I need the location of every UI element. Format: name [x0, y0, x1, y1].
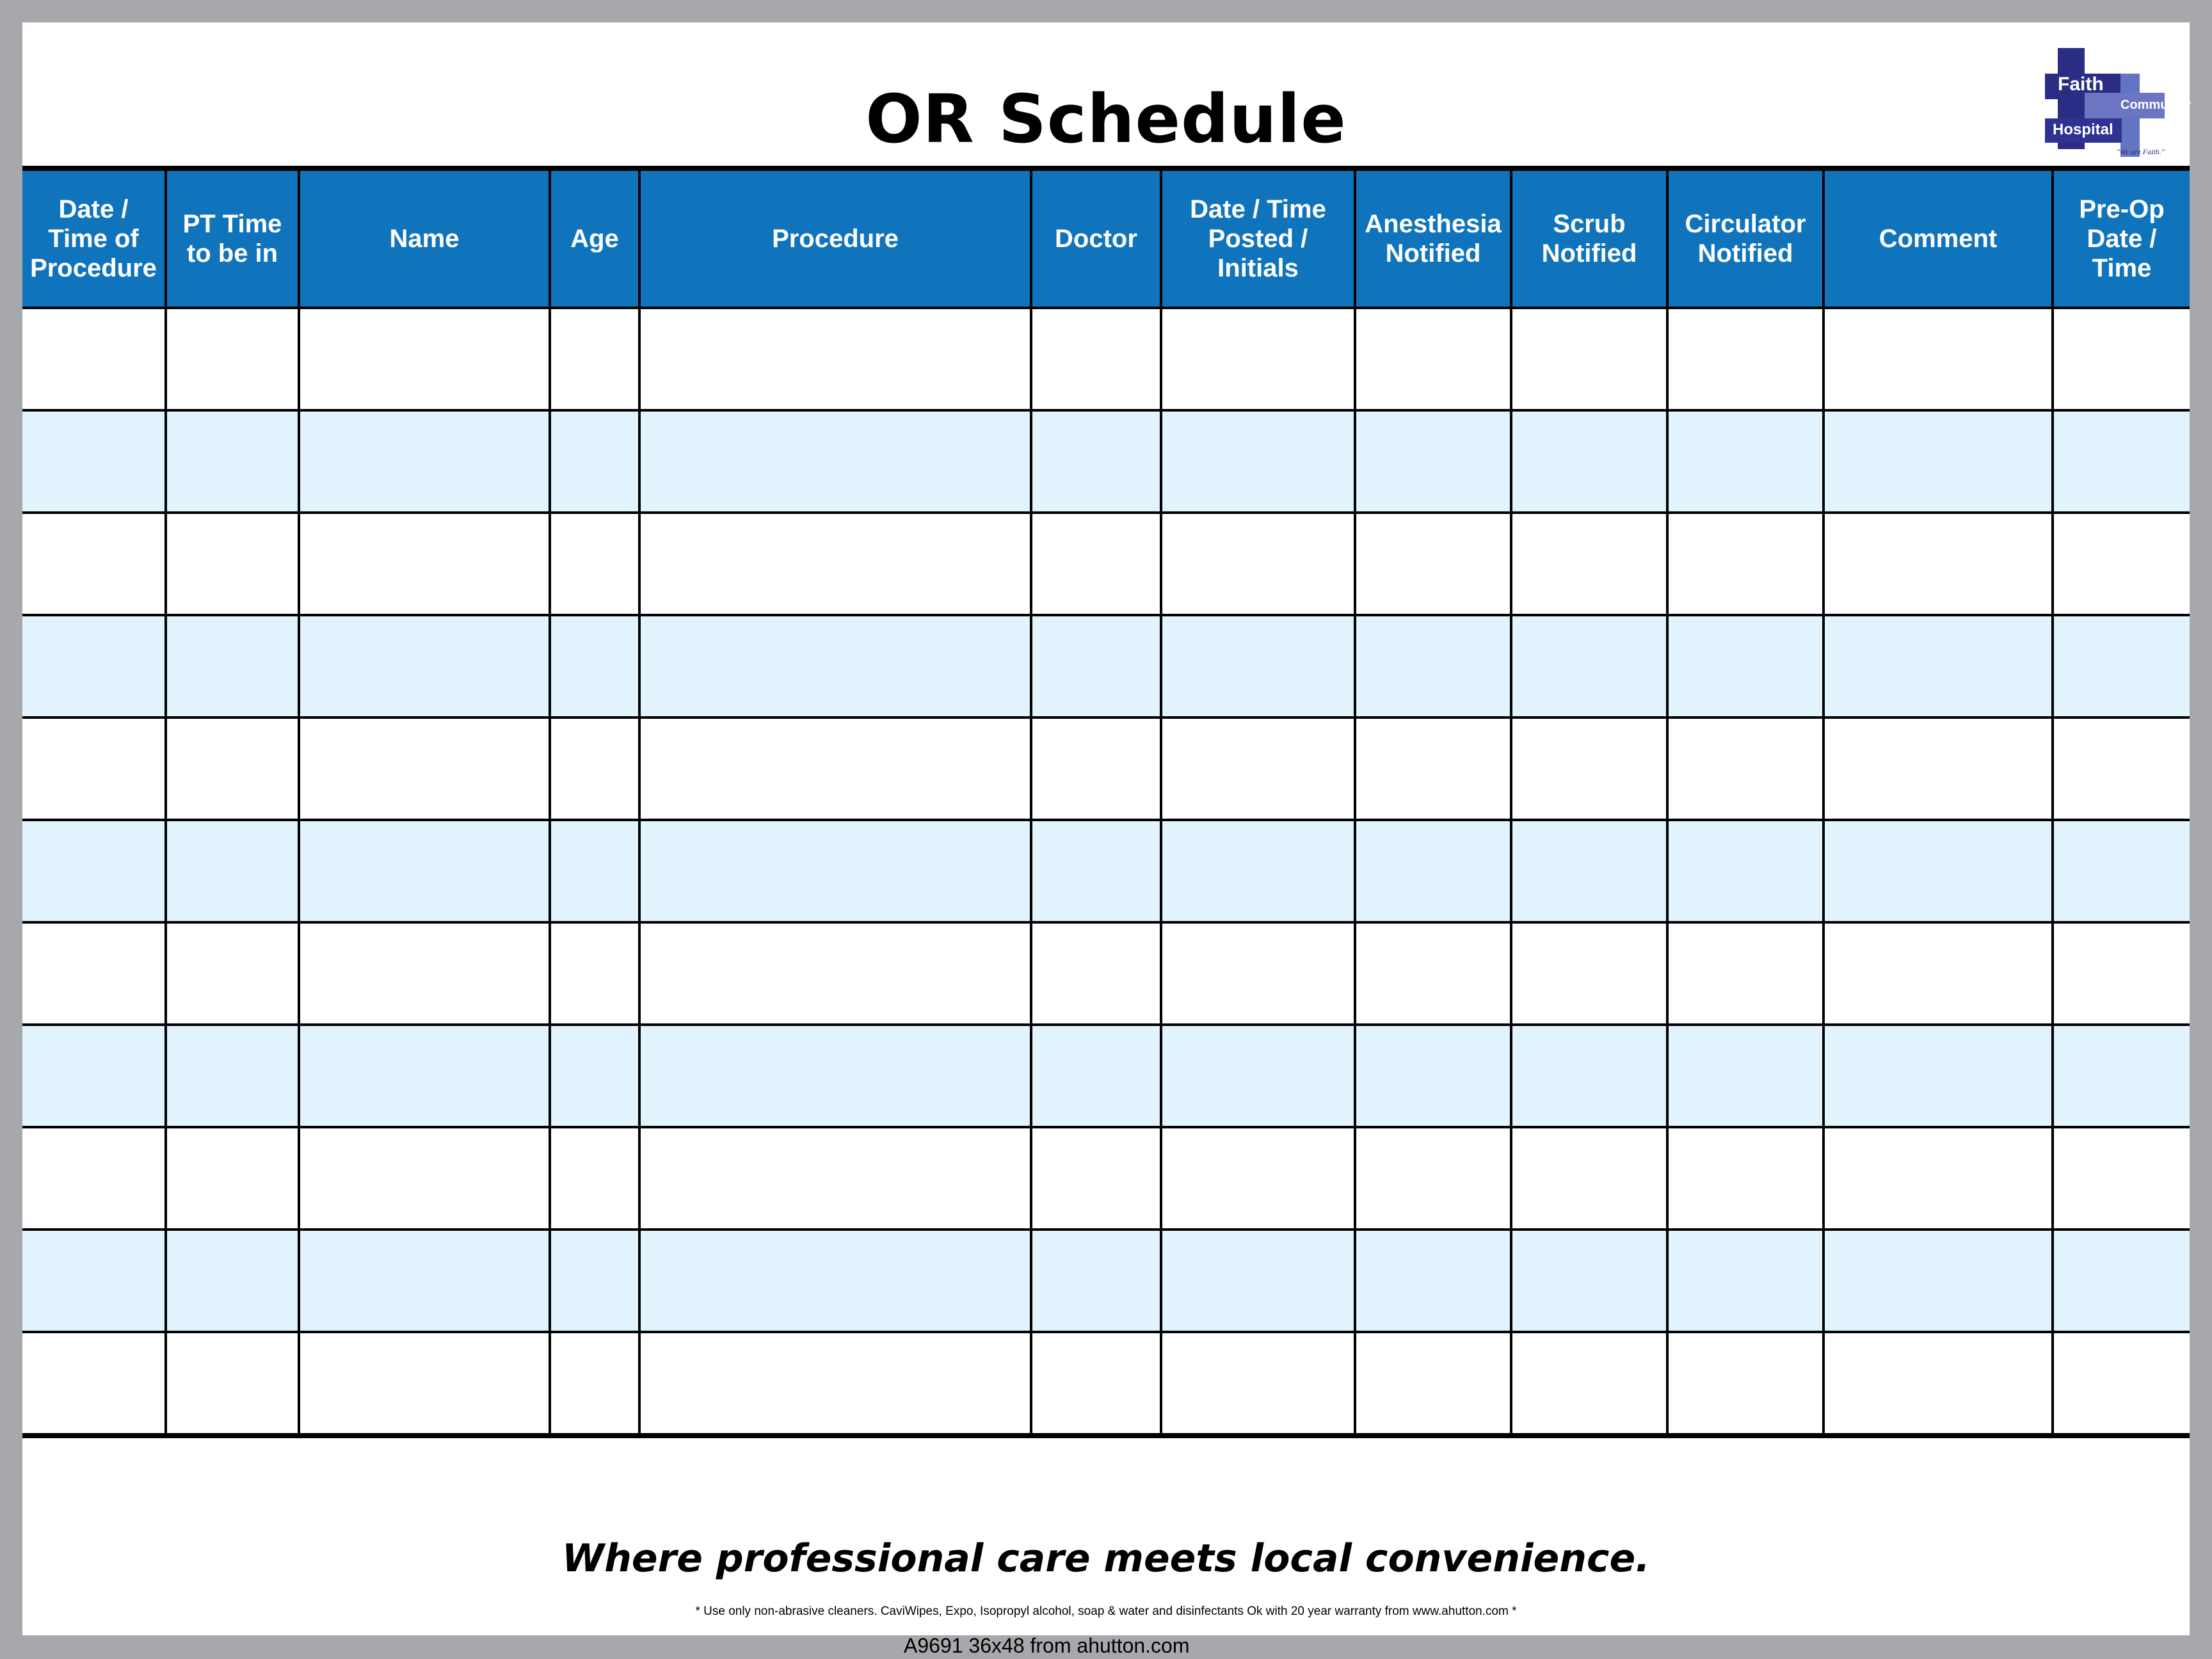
table-row [22, 1025, 2190, 1127]
table-cell[interactable] [299, 1127, 550, 1230]
table-cell[interactable] [550, 1332, 639, 1436]
table-cell[interactable] [22, 615, 166, 717]
table-cell[interactable] [639, 308, 1031, 410]
table-cell[interactable] [166, 410, 299, 513]
table-cell[interactable] [22, 308, 166, 410]
schedule-table [22, 166, 2190, 1438]
tagline: Where professional care meets local convenience. [562, 1536, 1650, 1581]
col-header-pre-op: Pre-Op Date / Time [2053, 168, 2190, 308]
table-cell[interactable] [299, 922, 550, 1025]
table-cell[interactable] [2053, 1332, 2190, 1436]
table-cell[interactable] [1161, 1332, 1355, 1436]
table-cell[interactable] [166, 1025, 299, 1127]
table-cell[interactable] [1161, 717, 1355, 820]
table-cell[interactable] [299, 513, 550, 615]
table-cell[interactable] [1511, 922, 1667, 1025]
table-cell[interactable] [1161, 615, 1355, 717]
table-cell[interactable] [639, 615, 1031, 717]
table-cell[interactable] [1355, 922, 1511, 1025]
col-header-age: Age [550, 168, 639, 308]
table-cell[interactable] [1355, 1127, 1511, 1230]
table-cell[interactable] [1161, 1127, 1355, 1230]
table-cell[interactable] [1511, 410, 1667, 513]
table-cell[interactable] [299, 820, 550, 922]
table-cell[interactable] [1667, 615, 1823, 717]
col-header-anesthesia-notified: Anesthesia Notified [1355, 168, 1511, 308]
table-cell[interactable] [299, 1230, 550, 1332]
hospital-logo [2045, 35, 2191, 163]
col-header-date-time-posted: Date / Time Posted / Initials [1161, 168, 1355, 308]
table-cell[interactable] [22, 1127, 166, 1230]
table-cell[interactable] [22, 1230, 166, 1332]
table-cell[interactable] [550, 1127, 639, 1230]
logo-text-faith: Faith [2058, 74, 2104, 95]
logo-text-hospital: Hospital [2053, 121, 2113, 138]
table-cell[interactable] [1511, 1025, 1667, 1127]
table-cell[interactable] [22, 1025, 166, 1127]
table-cell[interactable] [1355, 820, 1511, 922]
table-cell[interactable] [1511, 1127, 1667, 1230]
table-cell[interactable] [166, 717, 299, 820]
table-cell[interactable] [1511, 513, 1667, 615]
table-cell[interactable] [1031, 820, 1161, 922]
table-cell[interactable] [1823, 717, 2053, 820]
table-cell[interactable] [1161, 410, 1355, 513]
table-row [22, 820, 2190, 922]
table-cell[interactable] [1823, 615, 2053, 717]
col-header-pt-time: PT Time to be in [166, 168, 299, 308]
table-cell[interactable] [550, 308, 639, 410]
table-cell[interactable] [639, 1332, 1031, 1436]
table-cell[interactable] [1511, 615, 1667, 717]
table-row [22, 922, 2190, 1025]
table-row [22, 1332, 2190, 1436]
table-cell[interactable] [299, 717, 550, 820]
col-header-name: Name [299, 168, 550, 308]
table-cell[interactable] [299, 615, 550, 717]
table-cell[interactable] [550, 410, 639, 513]
table-cell[interactable] [1355, 410, 1511, 513]
table-cell[interactable] [1667, 820, 1823, 922]
table-cell[interactable] [1667, 1127, 1823, 1230]
table-cell[interactable] [22, 717, 166, 820]
table-cell[interactable] [639, 1230, 1031, 1332]
table-cell[interactable] [1823, 1127, 2053, 1230]
table-cell[interactable] [2053, 615, 2190, 717]
table-cell[interactable] [1511, 308, 1667, 410]
table-cell[interactable] [639, 1025, 1031, 1127]
table-cell[interactable] [299, 308, 550, 410]
table-cell[interactable] [1667, 1025, 1823, 1127]
table-cell[interactable] [2053, 308, 2190, 410]
table-cell[interactable] [1667, 410, 1823, 513]
table-cell[interactable] [1355, 1230, 1511, 1332]
table-cell[interactable] [1031, 1127, 1161, 1230]
table-cell[interactable] [1355, 717, 1511, 820]
table-cell[interactable] [550, 1025, 639, 1127]
table-cell[interactable] [166, 615, 299, 717]
table-cell[interactable] [2053, 1127, 2190, 1230]
table-cell[interactable] [1031, 1025, 1161, 1127]
table-cell[interactable] [1355, 513, 1511, 615]
table-cell[interactable] [1031, 1332, 1161, 1436]
table-cell[interactable] [299, 1025, 550, 1127]
table-cell[interactable] [1511, 1230, 1667, 1332]
table-cell[interactable] [1161, 922, 1355, 1025]
table-cell[interactable] [2053, 1230, 2190, 1332]
table-header-row [22, 168, 2190, 308]
table-cell[interactable] [1355, 615, 1511, 717]
table-cell[interactable] [2053, 513, 2190, 615]
table-cell[interactable] [166, 1230, 299, 1332]
table-cell[interactable] [22, 513, 166, 615]
table-cell[interactable] [1355, 308, 1511, 410]
table-cell[interactable] [299, 1332, 550, 1436]
table-cell[interactable] [1161, 1025, 1355, 1127]
table-cell[interactable] [166, 820, 299, 922]
table-cell[interactable] [639, 513, 1031, 615]
table-cell[interactable] [2053, 922, 2190, 1025]
table-row [22, 410, 2190, 513]
table-cell[interactable] [1823, 513, 2053, 615]
table-cell[interactable] [299, 410, 550, 513]
table-cell[interactable] [1667, 717, 1823, 820]
table-cell[interactable] [1823, 1230, 2053, 1332]
table-cell[interactable] [166, 922, 299, 1025]
col-header-procedure: Procedure [639, 168, 1031, 308]
table-cell[interactable] [1031, 717, 1161, 820]
table-cell[interactable] [1667, 1230, 1823, 1332]
table-cell[interactable] [639, 410, 1031, 513]
col-header-scrub-notified: Scrub Notified [1511, 168, 1667, 308]
table-cell[interactable] [1511, 717, 1667, 820]
table-cell[interactable] [1823, 410, 2053, 513]
table-cell[interactable] [639, 922, 1031, 1025]
table-cell[interactable] [1667, 513, 1823, 615]
table-cell[interactable] [1823, 820, 2053, 922]
col-header-date-time-of-procedure: Date / Time of Procedure [22, 168, 166, 308]
col-header-circulator-notified: Circulator Notified [1667, 168, 1823, 308]
table-cell[interactable] [1355, 1025, 1511, 1127]
table-cell[interactable] [1031, 1230, 1161, 1332]
table-cell[interactable] [166, 513, 299, 615]
table-cell[interactable] [1823, 1332, 2053, 1436]
table-row [22, 717, 2190, 820]
table-cell[interactable] [639, 717, 1031, 820]
col-header-comment: Comment [1823, 168, 2053, 308]
table-cell[interactable] [2053, 717, 2190, 820]
table-cell[interactable] [1031, 615, 1161, 717]
whiteboard [22, 22, 2190, 1635]
care-instructions: * Use only non-abrasive cleaners. CaviWipes, Expo, Isopropyl alcohol, soap & water and disinfectants Ok with 20 year warranty from www.ahutton.com * [695, 1605, 1517, 1618]
table-row [22, 1127, 2190, 1230]
table-cell[interactable] [550, 717, 639, 820]
table-cell[interactable] [2053, 1025, 2190, 1127]
logo-text-community: Community [2120, 98, 2191, 112]
table-cell[interactable] [1823, 308, 2053, 410]
table-cell[interactable] [22, 922, 166, 1025]
table-cell[interactable] [550, 922, 639, 1025]
table-cell[interactable] [22, 1332, 166, 1436]
table-cell[interactable] [1161, 513, 1355, 615]
table-cell[interactable] [550, 820, 639, 922]
table-cell[interactable] [550, 615, 639, 717]
table-cell[interactable] [1823, 922, 2053, 1025]
schedule-body [22, 308, 2190, 1436]
table-cell[interactable] [166, 308, 299, 410]
table-cell[interactable] [1161, 820, 1355, 922]
table-cell[interactable] [2053, 410, 2190, 513]
table-cell[interactable] [550, 513, 639, 615]
table-cell[interactable] [1031, 308, 1161, 410]
table-cell[interactable] [166, 1332, 299, 1436]
col-header-doctor: Doctor [1031, 168, 1161, 308]
table-row [22, 615, 2190, 717]
table-cell[interactable] [1667, 922, 1823, 1025]
table-cell[interactable] [166, 1127, 299, 1230]
table-row [22, 1230, 2190, 1332]
table-cell[interactable] [1031, 410, 1161, 513]
table-cell[interactable] [1511, 1332, 1667, 1436]
table-cell[interactable] [1355, 1332, 1511, 1436]
table-cell[interactable] [1511, 820, 1667, 922]
table-cell[interactable] [22, 820, 166, 922]
table-cell[interactable] [1031, 922, 1161, 1025]
page-title: OR Schedule [865, 80, 1347, 158]
table-cell[interactable] [1161, 1230, 1355, 1332]
table-cell[interactable] [22, 410, 166, 513]
table-cell[interactable] [1031, 513, 1161, 615]
table-cell[interactable] [1667, 1332, 1823, 1436]
model-number: A9691 36x48 from ahutton.com [904, 1634, 1190, 1657]
table-cell[interactable] [639, 820, 1031, 922]
table-row [22, 513, 2190, 615]
table-cell[interactable] [2053, 820, 2190, 922]
logo-motto: "We are Faith." [2117, 147, 2165, 156]
table-cell[interactable] [1667, 308, 1823, 410]
table-cell[interactable] [1161, 308, 1355, 410]
table-cell[interactable] [639, 1127, 1031, 1230]
table-cell[interactable] [1823, 1025, 2053, 1127]
table-row [22, 308, 2190, 410]
table-cell[interactable] [550, 1230, 639, 1332]
